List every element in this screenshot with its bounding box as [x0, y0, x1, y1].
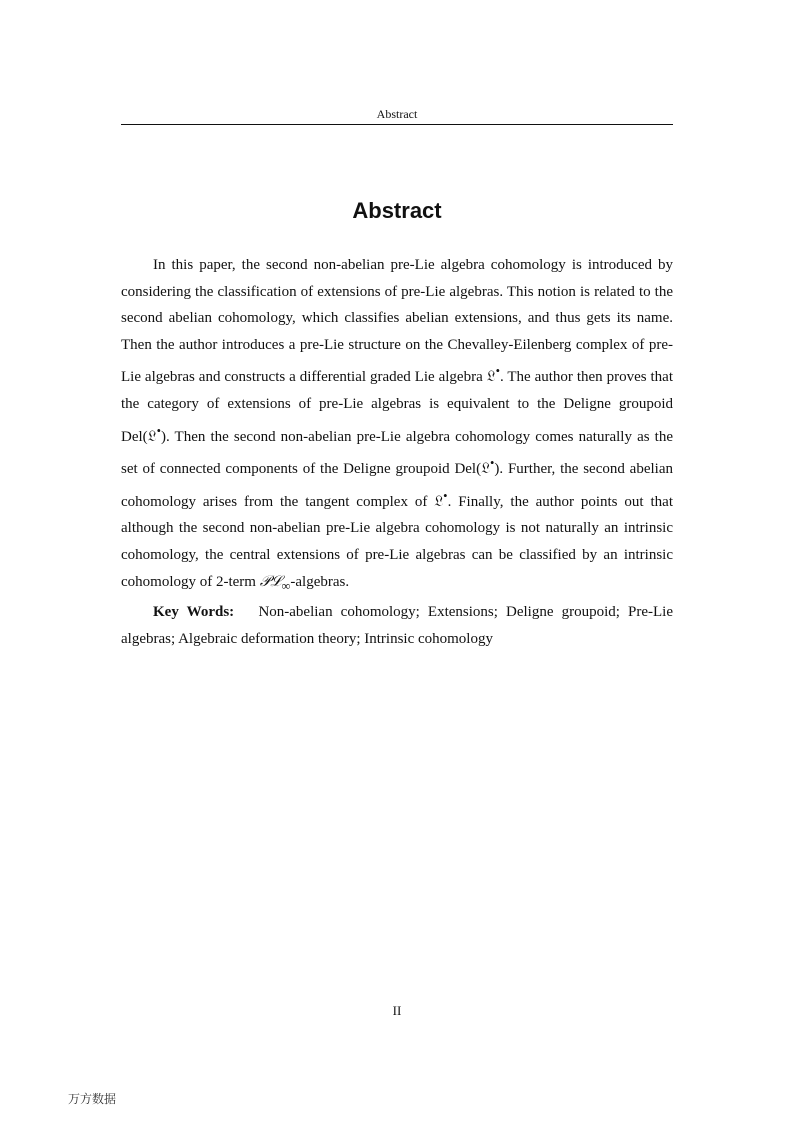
- page-title: Abstract: [352, 198, 442, 223]
- abstract-text-4: ). Further, the second abelian cohomology arises from the tangent complex of: [121, 461, 673, 510]
- bullet-superscript: •: [490, 456, 495, 471]
- keywords-text: Non-abelian cohomology; Extensions; Deligne groupoid; Pre-Lie algebras; Algebraic deformation theory; Intrinsic cohomology: [121, 604, 673, 647]
- abstract-text-6: -algebras.: [290, 573, 350, 590]
- bullet-superscript: •: [156, 423, 161, 438]
- bullet-superscript: •: [495, 364, 500, 379]
- bullet-superscript: •: [443, 488, 448, 503]
- infinity-subscript: ∞: [281, 578, 291, 593]
- dgla-symbol: 𝔏: [481, 459, 490, 478]
- dgla-symbol: 𝔏: [147, 426, 157, 445]
- keywords-paragraph: [121, 599, 673, 652]
- dgla-symbol: 𝔏: [486, 367, 496, 386]
- keywords-label: Key Words:: [153, 604, 235, 621]
- watermark: 万方数据: [68, 1092, 117, 1106]
- page-number: II: [392, 1003, 402, 1018]
- abstract-text-3: ). Then the second non-abelian pre-Lie algebra cohomology comes naturally as the set of connected components of the Deligne groupoid Del(: [121, 428, 673, 478]
- header-rule: [121, 124, 673, 125]
- pl-infinity-symbol: 𝒫ℒ: [259, 573, 282, 590]
- abstract-text-2: . The author then proves that the category of extensions of pre-Lie algebras is equivalent to the Deligne groupoid Del(: [121, 369, 673, 445]
- abstract-paragraph: [121, 252, 673, 599]
- abstract-body: [121, 252, 673, 652]
- abstract-text-5: . Finally, the author points out that although the second non-abelian pre-Lie algebra cohomology is not naturally an intrinsic cohomology, the central extensions of pre-Lie algebras can be classified by an intrinsic cohomology of 2-term: [121, 493, 673, 590]
- running-head: Abstract: [376, 107, 418, 121]
- abstract-text-1: In this paper, the second non-abelian pre-Lie algebra cohomology is introduced by considering the classification of extensions of pre-Lie algebras. This notion is related to the second abelian cohomology, which classifies abelian extensions, and thus gets its name. Then the author introduces a pre-Lie structure on the Chevalley-Eilenberg complex of pre-Lie algebras and constructs a differential graded Lie algebra: [121, 257, 673, 386]
- dgla-symbol: 𝔏: [434, 491, 444, 510]
